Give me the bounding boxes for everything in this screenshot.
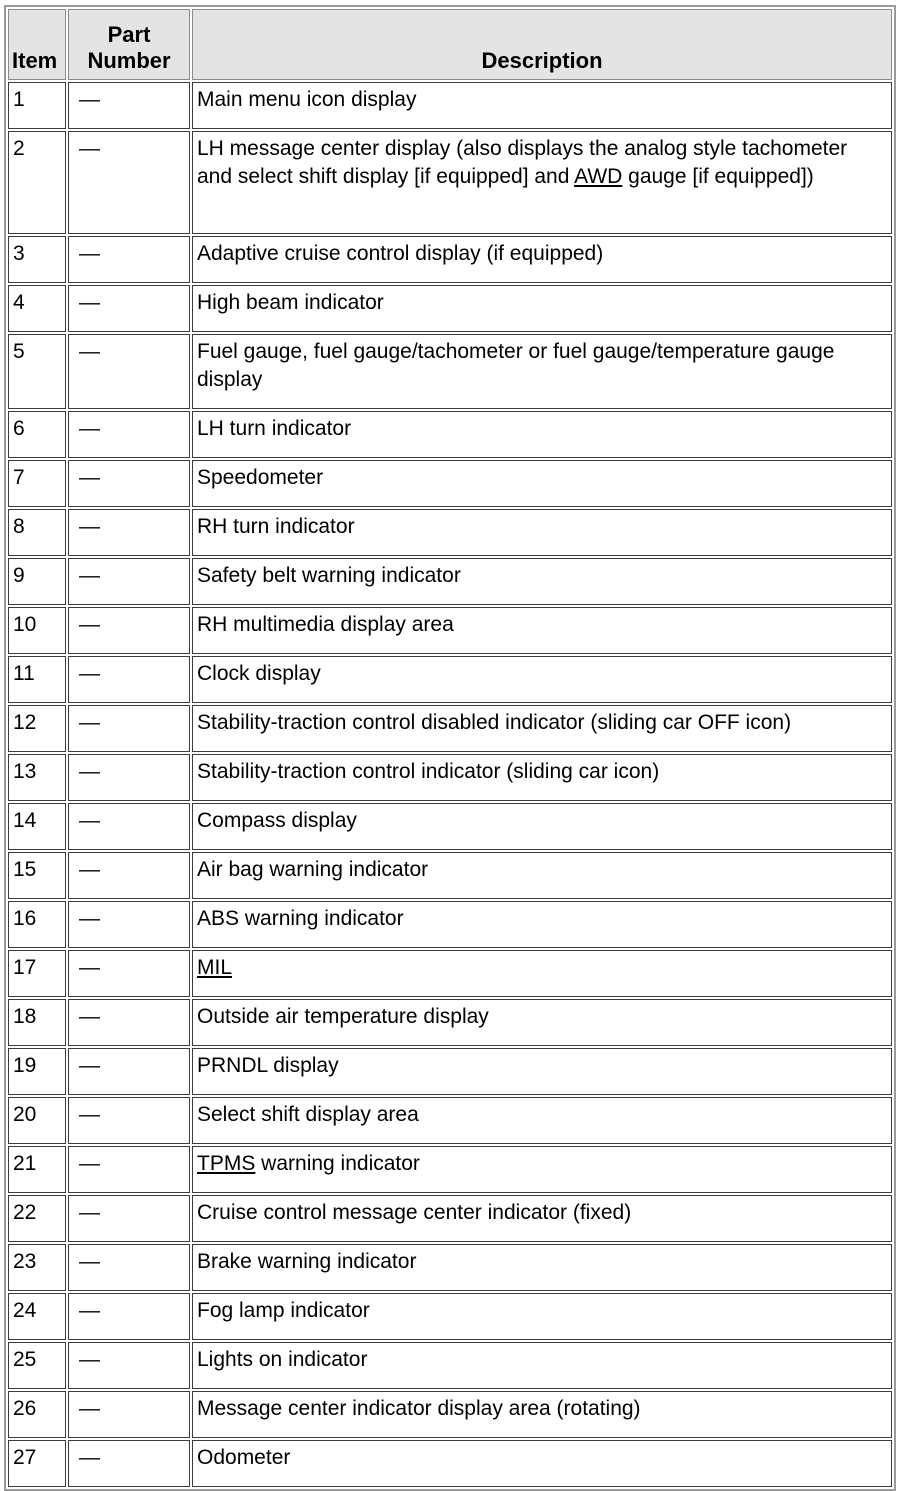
part-number-cell: — xyxy=(68,803,190,850)
description-cell xyxy=(192,950,892,997)
item-cell: 6 xyxy=(8,411,66,458)
item-cell: 16 xyxy=(8,901,66,948)
description-cell: LH turn indicator xyxy=(192,411,892,458)
description-cell: Lights on indicator xyxy=(192,1342,892,1389)
abbreviation-link[interactable]: MIL xyxy=(197,956,233,979)
part-number-cell: — xyxy=(68,901,190,948)
item-cell: 17 xyxy=(8,950,66,997)
part-number-cell: — xyxy=(68,236,190,283)
description-text: warning indicator xyxy=(255,1152,420,1175)
table-row xyxy=(8,1391,892,1438)
table-row xyxy=(8,1097,892,1144)
description-cell: Select shift display area xyxy=(192,1097,892,1144)
description-cell: High beam indicator xyxy=(192,285,892,332)
item-cell: 9 xyxy=(8,558,66,605)
table-row xyxy=(8,803,892,850)
abbreviation-link[interactable]: TPMS xyxy=(197,1152,256,1175)
column-header-part-number-line1: Part xyxy=(107,22,151,47)
description-cell: Stability-traction control disabled indicator (sliding car OFF icon) xyxy=(192,705,892,752)
table-row xyxy=(8,131,892,234)
table-header-row xyxy=(8,9,892,80)
part-number-cell: — xyxy=(68,285,190,332)
description-cell: Message center indicator display area (rotating) xyxy=(192,1391,892,1438)
part-number-cell: — xyxy=(68,1342,190,1389)
description-cell: Fog lamp indicator xyxy=(192,1293,892,1340)
item-cell: 15 xyxy=(8,852,66,899)
item-cell: 26 xyxy=(8,1391,66,1438)
table-row xyxy=(8,509,892,556)
part-number-cell: — xyxy=(68,852,190,899)
description-cell: Compass display xyxy=(192,803,892,850)
part-number-cell: — xyxy=(68,131,190,234)
table-row xyxy=(8,558,892,605)
table-row xyxy=(8,1244,892,1291)
item-cell: 20 xyxy=(8,1097,66,1144)
table-row xyxy=(8,1195,892,1242)
description-cell: PRNDL display xyxy=(192,1048,892,1095)
part-number-cell: — xyxy=(68,1391,190,1438)
table-row xyxy=(8,950,892,997)
parts-table xyxy=(4,5,896,1491)
table-row xyxy=(8,754,892,801)
abbreviation-link[interactable]: AWD xyxy=(574,165,623,188)
item-cell: 10 xyxy=(8,607,66,654)
part-number-cell: — xyxy=(68,705,190,752)
description-cell: Stability-traction control indicator (sliding car icon) xyxy=(192,754,892,801)
item-cell: 5 xyxy=(8,334,66,409)
column-header-item xyxy=(8,9,66,80)
description-cell: Odometer xyxy=(192,1440,892,1487)
table-row xyxy=(8,1293,892,1340)
item-cell: 1 xyxy=(8,82,66,129)
description-cell: Outside air temperature display xyxy=(192,999,892,1046)
description-cell: Speedometer xyxy=(192,460,892,507)
part-number-cell: — xyxy=(68,1244,190,1291)
item-cell: 18 xyxy=(8,999,66,1046)
description-cell: Fuel gauge, fuel gauge/tachometer or fuel gauge/temperature gauge display xyxy=(192,334,892,409)
item-cell: 12 xyxy=(8,705,66,752)
description-cell: Adaptive cruise control display (if equipped) xyxy=(192,236,892,283)
column-header-part-number xyxy=(68,9,190,80)
table-row xyxy=(8,460,892,507)
table-row xyxy=(8,901,892,948)
table-body xyxy=(8,82,892,1487)
item-cell: 19 xyxy=(8,1048,66,1095)
part-number-cell: — xyxy=(68,509,190,556)
part-number-cell: — xyxy=(68,334,190,409)
part-number-cell: — xyxy=(68,1440,190,1487)
column-header-description-label: Description xyxy=(481,48,603,73)
item-cell: 21 xyxy=(8,1146,66,1193)
part-number-cell: — xyxy=(68,82,190,129)
item-cell: 13 xyxy=(8,754,66,801)
description-cell xyxy=(192,1146,892,1193)
description-cell: Clock display xyxy=(192,656,892,703)
description-cell: Main menu icon display xyxy=(192,82,892,129)
part-number-cell: — xyxy=(68,1048,190,1095)
description-cell xyxy=(192,131,892,234)
description-cell: Safety belt warning indicator xyxy=(192,558,892,605)
column-header-part-number-line2: Number xyxy=(87,48,171,73)
table-row xyxy=(8,236,892,283)
table-row xyxy=(8,334,892,409)
table-row xyxy=(8,411,892,458)
part-number-cell: — xyxy=(68,999,190,1046)
item-cell: 14 xyxy=(8,803,66,850)
description-cell: Brake warning indicator xyxy=(192,1244,892,1291)
description-text: LH message center display (also displays the analog style tachometer and select shift display [if equipped] and xyxy=(197,137,848,188)
column-header-item-label: Item xyxy=(12,48,58,73)
part-number-cell: — xyxy=(68,656,190,703)
item-cell: 4 xyxy=(8,285,66,332)
item-cell: 2 xyxy=(8,131,66,234)
item-cell: 25 xyxy=(8,1342,66,1389)
part-number-cell: — xyxy=(68,1097,190,1144)
item-cell: 23 xyxy=(8,1244,66,1291)
part-number-cell: — xyxy=(68,754,190,801)
part-number-cell: — xyxy=(68,1146,190,1193)
item-cell: 11 xyxy=(8,656,66,703)
part-number-cell: — xyxy=(68,1195,190,1242)
item-cell: 24 xyxy=(8,1293,66,1340)
part-number-cell: — xyxy=(68,411,190,458)
table-row xyxy=(8,82,892,129)
table-row xyxy=(8,656,892,703)
part-number-cell: — xyxy=(68,607,190,654)
item-cell: 7 xyxy=(8,460,66,507)
table-row xyxy=(8,1440,892,1487)
table-row xyxy=(8,852,892,899)
table-row xyxy=(8,1048,892,1095)
description-text: gauge [if equipped]) xyxy=(622,165,814,188)
item-cell: 22 xyxy=(8,1195,66,1242)
part-number-cell: — xyxy=(68,558,190,605)
table-row xyxy=(8,285,892,332)
item-cell: 8 xyxy=(8,509,66,556)
description-cell: Cruise control message center indicator (fixed) xyxy=(192,1195,892,1242)
table-row xyxy=(8,1342,892,1389)
column-header-description xyxy=(192,9,892,80)
table-row xyxy=(8,999,892,1046)
item-cell: 3 xyxy=(8,236,66,283)
description-cell: ABS warning indicator xyxy=(192,901,892,948)
description-cell: RH multimedia display area xyxy=(192,607,892,654)
description-cell: RH turn indicator xyxy=(192,509,892,556)
part-number-cell: — xyxy=(68,950,190,997)
part-number-cell: — xyxy=(68,1293,190,1340)
part-number-cell: — xyxy=(68,460,190,507)
table-row xyxy=(8,1146,892,1193)
description-cell: Air bag warning indicator xyxy=(192,852,892,899)
item-cell: 27 xyxy=(8,1440,66,1487)
table-row xyxy=(8,607,892,654)
table-row xyxy=(8,705,892,752)
